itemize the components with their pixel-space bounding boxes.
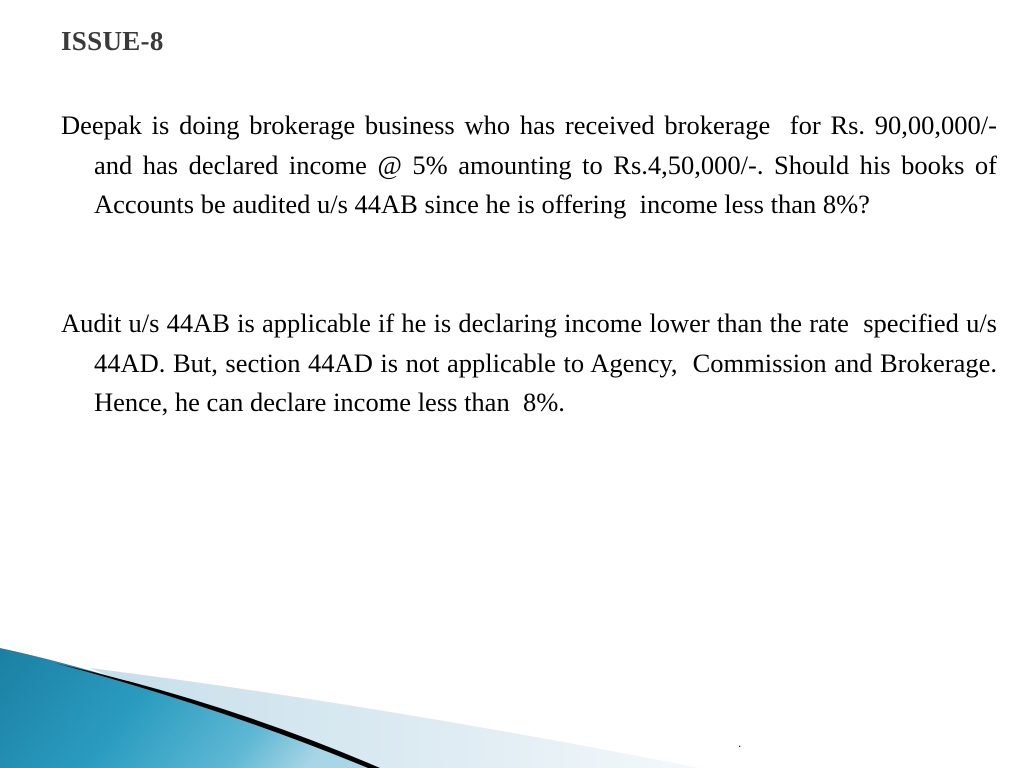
answer-paragraph: Audit u/s 44AB is applicable if he is declaring income lower than the rate specified u/s 44AD. But, section 44AD is not applicable to Agency, Commission and Brokerage. Hence, he can declare income less than 8%. [61, 308, 1004, 417]
slide-title: ISSUE-8 [61, 26, 164, 56]
footer-dot: . [738, 736, 742, 750]
question-paragraph: Deepak is doing brokerage business who has received brokerage for Rs. 90,00,000/- and has declared income @ 5% amounting to Rs.4,50,000/-. Should his books of Accounts be audited u/s 44AB since he is offering income less than 8%? [61, 110, 1004, 219]
